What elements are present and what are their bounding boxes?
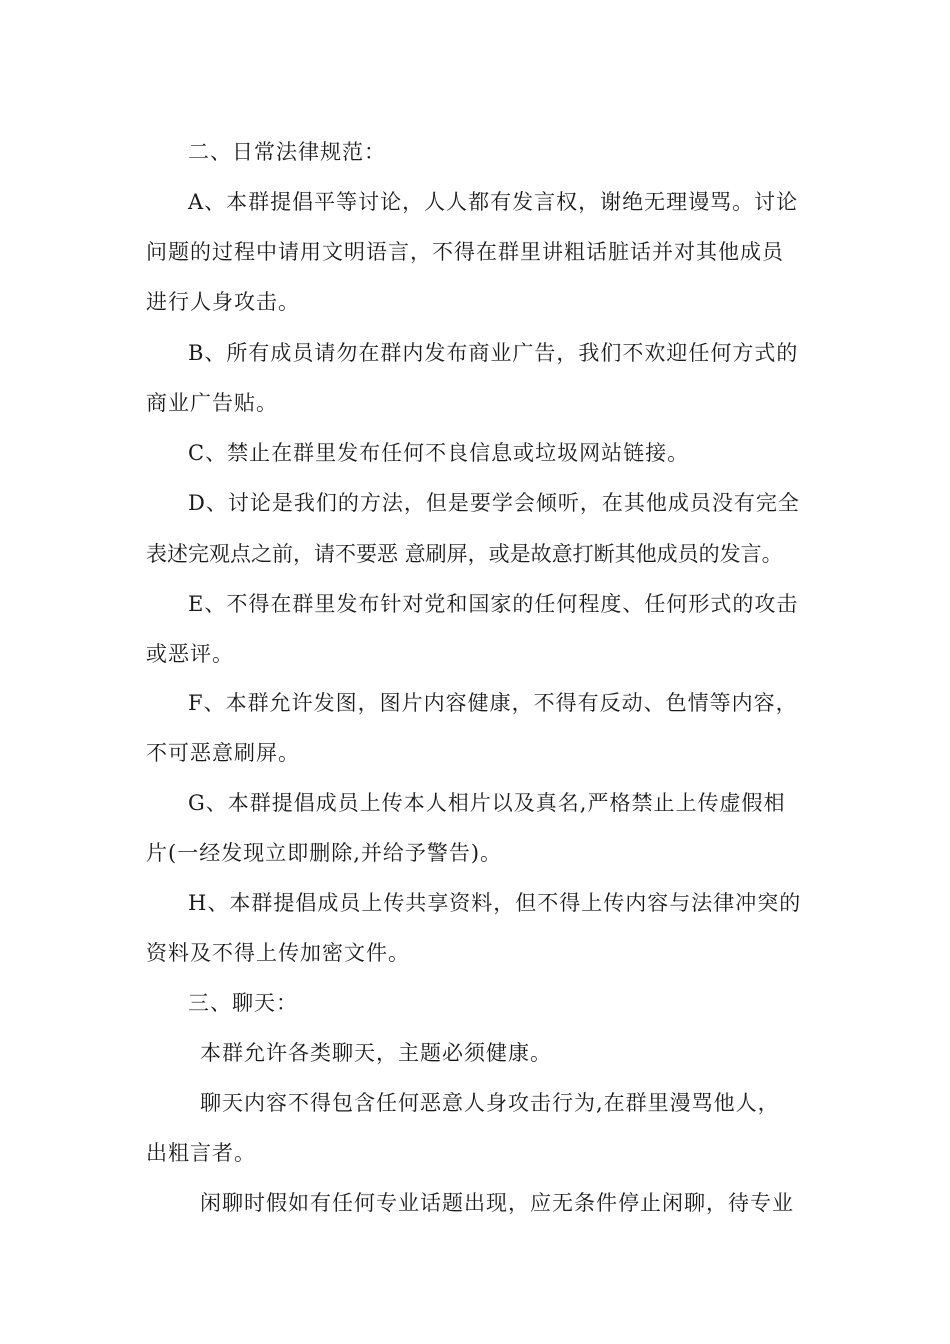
section-heading-chat: 三、聊天： bbox=[188, 991, 298, 1015]
rule-g-line-1: G、本群提倡成员上传本人相片以及真名,严格禁止上传虚假相 bbox=[188, 791, 786, 815]
rule-b-line-1: B、所有成员请勿在群内发布商业广告，我们不欢迎任何方式的 bbox=[188, 341, 799, 365]
rule-b-line-2: 商业广告贴。 bbox=[146, 391, 278, 415]
chat-paragraph-1-line-1: 本群允许各类聊天，主题必须健康。 bbox=[200, 1041, 552, 1065]
rule-f-line-1: F、本群允许发图，图片内容健康，不得有反动、色情等内容， bbox=[188, 691, 798, 715]
rule-e-line-1: E、不得在群里发布针对党和国家的任何程度、任何形式的攻击 bbox=[188, 592, 799, 616]
rule-h-line-2: 资料及不得上传加密文件。 bbox=[146, 941, 410, 965]
rule-e-line-2: 或恶评。 bbox=[146, 642, 234, 666]
rule-f-line-2: 不可恶意刷屏。 bbox=[146, 741, 300, 765]
rule-a-line-1: A、本群提倡平等讨论，人人都有发言权，谢绝无理谩骂。讨论 bbox=[188, 190, 799, 214]
rule-d-line-1: D、讨论是我们的方法，但是要学会倾听，在其他成员没有完全 bbox=[188, 491, 800, 515]
rule-g-line-2: 片(一经发现立即删除,并给予警告)。 bbox=[146, 841, 503, 865]
rule-a-line-2: 问题的过程中请用文明语言，不得在群里讲粗话脏话并对其他成员 bbox=[146, 240, 784, 264]
rule-h-line-1: H、本群提倡成员上传共享资料，但不得上传内容与法律冲突的 bbox=[188, 891, 802, 915]
rule-a-line-3: 进行人身攻击。 bbox=[146, 290, 300, 314]
chat-paragraph-3-line-1: 闲聊时假如有任何专业话题出现，应无条件停止闲聊，待专业 bbox=[200, 1191, 794, 1215]
section-heading-daily-legal-rules: 二、日常法律规范： bbox=[188, 140, 386, 164]
chat-paragraph-2-line-1: 聊天内容不得包含任何恶意人身攻击行为,在群里漫骂他人， bbox=[200, 1091, 780, 1115]
chat-paragraph-2-line-2: 出粗言者。 bbox=[146, 1141, 256, 1165]
rule-c-line-1: C、禁止在群里发布任何不良信息或垃圾网站链接。 bbox=[188, 441, 690, 465]
rule-d-line-2: 表述完观点之前，请不要恶 意刷屏，或是故意打断其他成员的发言。 bbox=[146, 542, 783, 566]
